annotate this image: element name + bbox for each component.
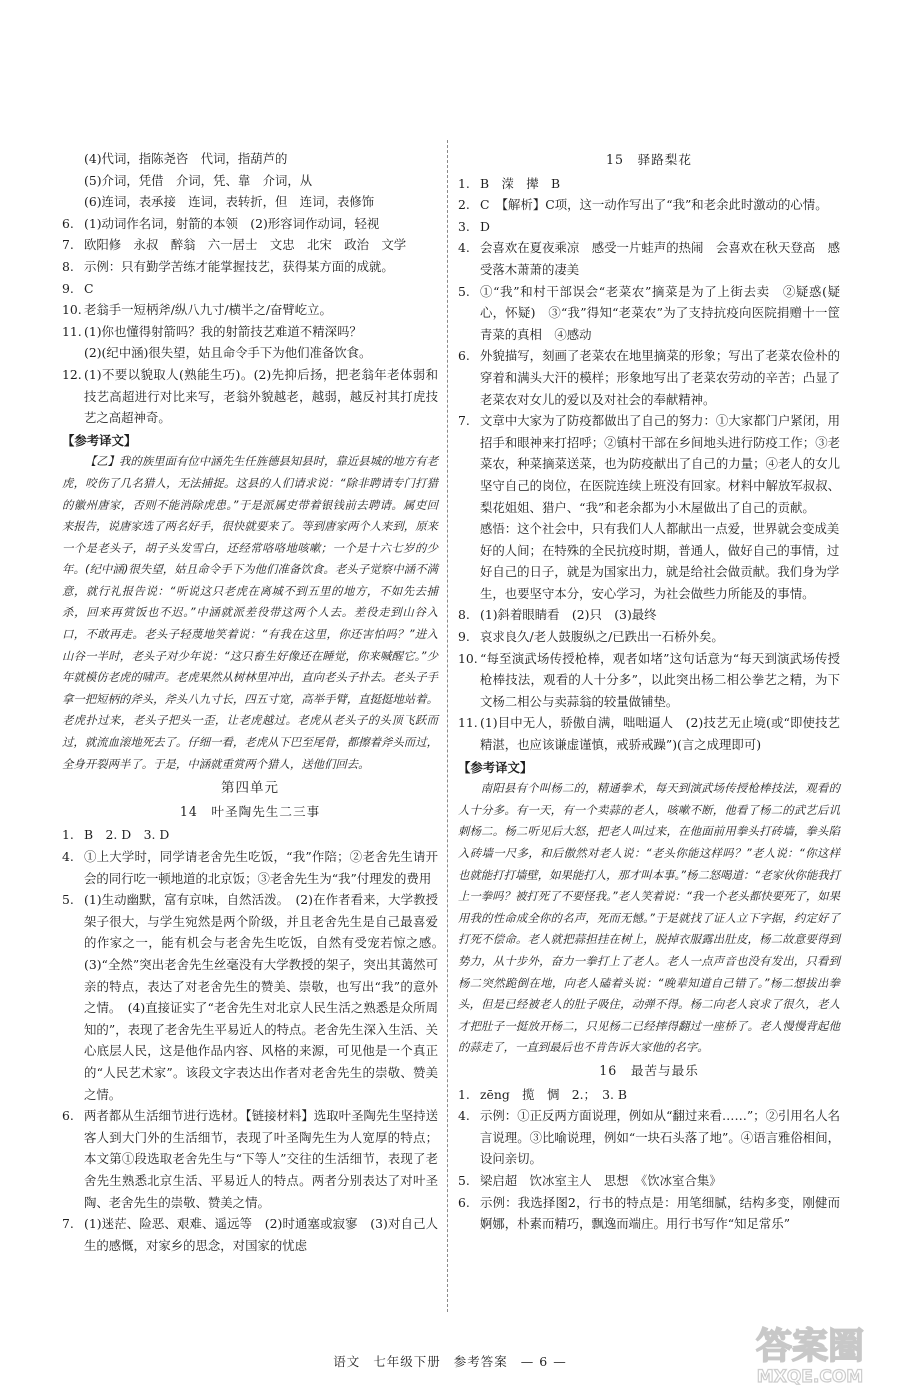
answer-paragraph: 感悟：这个社会中，只有我们人人都献出一点爱，世界就会变成美好的人间；在特殊的全民抗疫时期，普通人，做好自己的事情，过好自己的日子，就是为国家出力，就是给社会做贡献。我们身为学生，也要坚守本分，安心学习，为社会做些力所能及的事情。 [480, 521, 840, 601]
answer-number: 10. [458, 650, 478, 666]
answer-number: 6. [458, 348, 470, 364]
answer-text: 老翁手一短柄斧/纵八九寸/横半之/奋臂屹立。 [84, 302, 332, 318]
answer-text: B 2. D 3. D [84, 827, 170, 843]
answer-item [62, 321, 438, 343]
answer-item [458, 1105, 840, 1170]
left-column [62, 148, 451, 1256]
watermark-text: 答案圈 [755, 1326, 865, 1367]
answer-item [62, 299, 438, 321]
answer-item [62, 256, 438, 278]
answer-item [62, 278, 438, 300]
answer-text: zēng 揽 惆 2.； 3. B [480, 1086, 627, 1102]
answer-item [62, 364, 438, 429]
watermark-url: MXQE.COM [756, 1367, 864, 1386]
answer-number: 6. [62, 215, 74, 231]
answer-item [458, 410, 840, 518]
answer-number: 1. [458, 1086, 470, 1102]
answer-number: 6. [62, 1108, 74, 1124]
answer-number: 9. [458, 629, 470, 645]
answer-number: 7. [458, 413, 470, 429]
answer-text: 梁启超 饮冰室主人 思想 《饮冰室合集》 [480, 1172, 722, 1188]
footer-label: 参考答案 [453, 1354, 508, 1369]
answer-text: C [84, 280, 94, 296]
answer-text: 示例：①正反两方面说理，例如从“翻过来看……”；②引用名人名言说理。③比喻说理，例如“一块石头落了地”。④语言雅俗相间，设问亲切。 [480, 1108, 840, 1167]
answer-item [458, 237, 840, 280]
answer-item [458, 648, 840, 713]
answer-text: ①上大学时，同学请老舍先生吃饭，“我”作陪；②老舍先生请开会的同行吃一顿地道的北京饭；③老舍先生为“我”付理发的费用 [84, 849, 438, 886]
answer-item [62, 1213, 438, 1256]
answer-text: (1)斜着眼睛看 (2)只 (3)最终 [480, 607, 657, 623]
answer-text: (1)动词作名词，射箭的本领 (2)形容词作动词，轻视 [84, 215, 380, 231]
answer-item [62, 824, 438, 846]
answer-number: 1. [458, 175, 470, 191]
answer-text: (1)目中无人，骄傲自满，咄咄逼人 (2)技艺无止境(或“即使技艺精湛，也应该谦虚谨慎，戒骄戒躁”)(言之成理即可) [480, 715, 840, 753]
answer-number: 5. [62, 892, 74, 908]
answer-text: B 溁 撵 B [480, 175, 561, 191]
answer-text: (1)生动幽默，富有京味，自然活泼。 (2)在作者看来，大学教授架子很大，与学生宛然是两个阶级，并且老舍先生是自己最喜爱的作家之一，能有机会与老舍先生吃饭，自然有受宠若惊之感。 (3)“全然”突出老舍先生丝毫没有大学教授的架子，突出其蔼然可亲的特点，表达了对老舍先生的赞美、崇敬，也写出“我”的意外之情。 (4)直接证实了“老舍先生对北京人民生活之熟悉是众所周知的”，表现了老舍先生平易近人的特点。老舍先生深入生活、关心底层人民，这是他作品内容、风格的来源，可见他是一个真正的“人民艺术家”。该段文字表达出作者对老舍先生的崇敬、赞美之情。 [84, 892, 451, 1102]
answer-text: 示例：我选择图2，行书的特点是：用笔细腻，结构多变，刚健而婀娜，朴素而精巧，飘逸而端庄。用行书写作“知足常乐” [480, 1194, 840, 1232]
watermark-logo [735, 1318, 885, 1386]
column-divider [447, 140, 448, 1312]
lesson-title: 15 驿路梨花 [606, 152, 692, 167]
answer-number: 7. [62, 1216, 74, 1232]
answer-number: 9. [62, 280, 74, 296]
answer-item [458, 1084, 840, 1106]
answer-item [458, 1192, 840, 1235]
answer-number: 8. [62, 258, 74, 274]
answer-subitem: (2)(纪中涵)很失望，姑且命令手下为他们准备饮食。 [84, 345, 372, 361]
answer-text: 欧阳修 永叔 醉翁 六一居士 文忠 北宋 政治 文学 [84, 237, 407, 253]
answer-number: 10. [62, 302, 82, 318]
answer-text: 哀求良久/老人鼓腹纵之/已跌出一石桥外矣。 [480, 629, 724, 645]
answer-number: 4. [458, 1108, 470, 1124]
answer-item [62, 889, 451, 1105]
reference-translation: 南阳县有个叫杨二的，精通拳术，每天到演武场传授枪棒技法，观看的人十分多。有一天，有一个卖蒜的老人，咳嗽不断，他看了杨二的武艺后讥刺杨二。杨二听见后大怒，把老人叫过来，在他面前用拳头打砖墙，拳头陷入砖墙一尺多，和后傲然对老人说：“老头你能这样吗？”老人说：“你这样也就能打打墙壁，如果能打人，那才叫本事。”杨二怒喝道：“老家伙你能我打上一拳吗？被打死了不要怪我。”老人笑着说：“我一个老头都快要死了，如果用我的性命成全你的名声，死而无憾。”于是就找了证人立下字据，约定好了打死不偿命。老人就把蒜担挂在树上，脱掉衣服露出肚皮，杨二故意要得到势力，从十步外，奋力一拳打上了老人。老人一点声音也没有发出，只看到杨二突然跪倒在地，向老人磕着头说：“晚辈知道自己错了。”杨二想拔出拳头，但是已经被老人的肚子吸住，动弹不得。杨二向老人哀求了很久，老人才把肚子一挺放开杨二，只见杨二已经摔得翻过一座桥了。老人慢慢背起他的蒜走了，一直到最后也不肯告诉大家他的名字。 [458, 781, 840, 1055]
answer-number: 4. [62, 849, 74, 864]
answer-item [62, 213, 438, 235]
lesson-title: 16 最苦与最乐 [599, 1062, 699, 1078]
answer-number: 5. [458, 1172, 470, 1188]
answer-number: 12. [62, 366, 82, 382]
answer-number: 4. [458, 240, 470, 256]
answer-text: “每至演武场传授枪棒，观者如堵”这句话意为“每天到演武场传授枪棒技法，观看的人十分多”，以此突出杨二相公拳艺之精，为下文杨二相公与卖蒜翁的较量做铺垫。 [480, 650, 840, 709]
answer-text: C 【解析】C项，这一动作写出了“我”和老余此时激动的心情。 [480, 197, 828, 213]
answer-item [458, 604, 840, 626]
answer-text: 文章中大家为了防疫都做出了自己的努力：①大家都门户紧闭，用招手和眼神来打招呼；②镇村干部在乡间地头进行防疫工作；③老菜农，种菜摘菜送菜，也为防疫献出了自己的力量；④老人的女儿坚守自己的岗位，在医院连续上班没有回家。材料中解放军叔叔、梨花姐姐、猎户、“我”和老余都为小木屋做出了自己的贡献。 [480, 413, 840, 515]
answer-item [458, 281, 840, 346]
answer-item [62, 1105, 438, 1213]
lesson-title: 14 叶圣陶先生二三事 [179, 803, 321, 819]
answer-text: 示例：只有勤学苦练才能掌握技艺，获得某方面的成就。 [84, 258, 394, 274]
answer-number: 8. [458, 607, 470, 623]
answer-item [458, 1170, 840, 1192]
answer-text: 两者都从生活细节进行选材。【链接材料】选取叶圣陶先生坚持送客人到大门外的生活细节，表现了叶圣陶先生为人宽厚的特点；本文第①段选取老舍先生与“下等人”交往的生活细节，表现了老舍先生熟悉北京生活、平易近人的特点。两者分别表达了对叶圣陶、老舍先生的崇敬、赞美之情。 [84, 1108, 438, 1210]
answer-subitem: (5)介词，凭借 介词，凭、靠 介词，从 [84, 172, 313, 188]
footer-grade: 七年级下册 [373, 1354, 441, 1369]
section-heading: 【参考译文】 [62, 432, 137, 448]
answer-number: 5. [458, 283, 470, 299]
reference-translation: 【乙】我的族里面有位中涵先生任旌德县知县时，靠近县城的地方有老虎，咬伤了几名猎人，无法捕捉。这县的人们请求说：“除非聘请专门打猎的徽州唐家，否则不能消除虎患。”于是派属吏带着银钱前去聘请。属吏回来报告，说唐家选了两名好手，很快就要来了。等到唐家两个人来到，原来一个是老头子，胡子头发雪白，还经常咯咯地咳嗽；一个是十六七岁的少年。(纪中涵)很失望，姑且命令手下为他们准备饮食。老头子觉察中涵不满意，就行礼报告说：“听说这只老虎在离城不到五里的地方，不如先去捕杀，回来再赏饭也不迟。”中涵就派差役带这两个人去。差役走到山谷入口，不敢再走。老头子轻蔑地笑着说：“有我在这里，你还害怕吗？”进入山谷一半时，老头子对少年说：“这只畜生好像还在睡觉，你来喊醒它。”少年就模仿老虎的啸声。老虎果然从树林里冲出，直向老头子扑去。老头子手拿一把短柄的斧头，斧头八九寸长，四五寸宽，高举手臂，直挺挺地站着。老虎扑过来，老头子把头一歪，让老虎越过。老虎从老头子的头顶飞跃而过，就流血滚地死去了。仔细一看，老虎从下巴至尾骨，都擦着斧头而过，全身开裂两半了。于是，中涵就重赏两个猎人，送他们回去。 [62, 454, 438, 771]
answer-number: 11. [458, 715, 478, 731]
unit-title: 第四单元 [221, 780, 279, 797]
section-heading: 【参考译文】 [458, 759, 533, 775]
answer-item [458, 173, 840, 195]
answer-item [62, 846, 438, 889]
answer-text: D [480, 218, 490, 234]
answer-number: 1. [62, 827, 74, 843]
answer-text: (1)你也懂得射箭吗？我的射箭技艺难道不精深吗？ [84, 323, 362, 339]
answer-number: 6. [458, 1194, 470, 1210]
answer-text: 会喜欢在夏夜乘凉 感受一片蛙声的热闹 会喜欢在秋天登高 感受落木萧萧的凄美 [480, 240, 840, 277]
answer-number: 2. [458, 197, 470, 213]
answer-item [62, 234, 438, 256]
answer-text: (1)迷茫、险恶、艰难、遥远等 (2)时通塞或寂寥 (3)对自己人生的感慨，对家乡的思念，对国家的忧虑 [84, 1216, 438, 1253]
answer-number: 7. [62, 237, 74, 253]
footer-page-number: — 6 — [520, 1354, 567, 1369]
answer-text: 外貌描写，刻画了老菜农在地里摘菜的形象；写出了老菜农俭朴的穿着和满头大汗的模样；形象地写出了老菜农劳动的辛苦；凸显了老菜农对女儿的爱以及对社会的奉献精神。 [480, 348, 840, 407]
answer-item [458, 216, 840, 238]
answer-item [458, 626, 840, 648]
answer-number: 3. [458, 218, 470, 234]
answer-subitem: (4)代词，指陈尧咨 代词，指葫芦的 [84, 151, 288, 166]
right-column [458, 148, 840, 1235]
answer-item [458, 712, 840, 755]
answer-subitem: (6)连词，表承接 连词，表转折，但 连词，表修饰 [84, 194, 375, 210]
answer-text: ①“我”和村干部误会“老菜农”摘菜是为了上街去卖 ②疑惑(疑心，怀疑) ③“我”得知“老菜农”为了支持抗疫向医院捐赠十一筐青菜的真相 ④感动 [480, 283, 840, 342]
answer-number: 11. [62, 323, 82, 339]
answer-item [458, 345, 840, 410]
answer-item [458, 194, 840, 216]
footer-subject: 语文 [333, 1354, 361, 1369]
answer-text: (1)不要以貌取人(熟能生巧)。(2)先抑后扬，把老翁年老体弱和技艺高超进行对比来写，老翁外貌越老，越弱，越反衬其打虎技艺之高超神奇。 [84, 366, 438, 426]
